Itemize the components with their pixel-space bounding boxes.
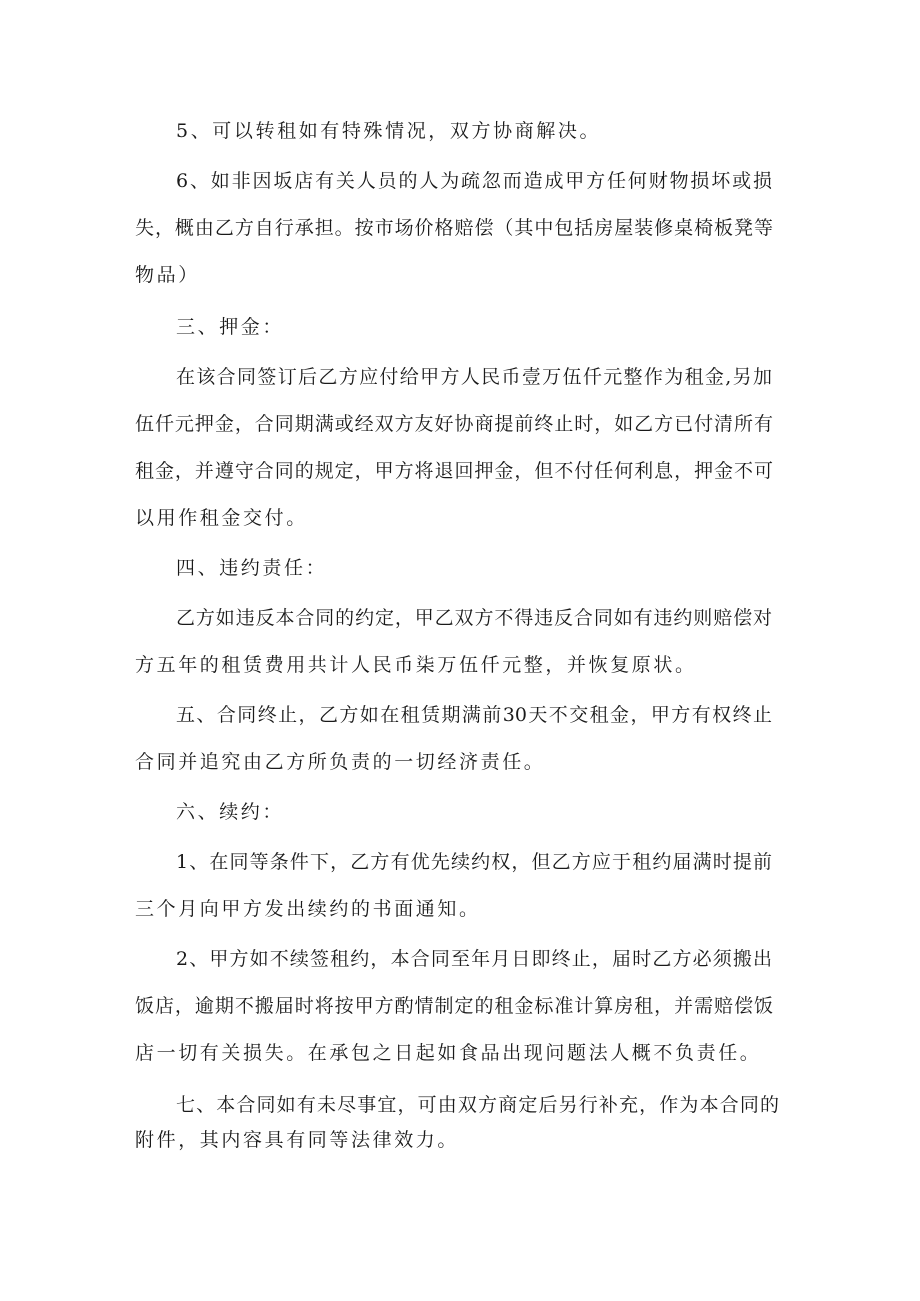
clause-5-sublet: 5、可以转租如有特殊情况，双方协商解决。 (176, 120, 602, 142)
deposit-line-2: 伍仟元押金，合同期满或经双方友好协商提前终止时，如乙方已付清所有 (135, 413, 773, 435)
breach-line-2: 方五年的租赁费用共计人民币柒万伍仟元整，并恢复原状。 (135, 654, 697, 676)
section-6-heading: 六、续约： (176, 801, 285, 823)
breach-line-1: 乙方如违反本合同的约定，甲乙双方不得违反合同如有违约则赔偿对 (176, 607, 772, 629)
deposit-line-4: 以用作租金交付。 (135, 507, 308, 529)
deposit-line-1: 在该合同签订后乙方应付给甲方人民币壹万伍仟元整作为租金,另加 (176, 366, 772, 388)
section-5-line-1: 五、合同终止，乙方如在租赁期满前30天不交租金，甲方有权终止 (176, 704, 772, 726)
section-7-line-2: 附件，其内容具有同等法律效力。 (135, 1129, 460, 1151)
renewal-1-line-1: 1、在同等条件下，乙方有优先续约权，但乙方应于租约届满时提前 (176, 851, 772, 873)
section-4-heading: 四、违约责任： (176, 557, 328, 579)
section-5-line-2: 合同并追究由乙方所负责的一切经济责任。 (135, 751, 546, 773)
section-3-heading: 三、押金： (176, 316, 285, 338)
renewal-2-line-2: 饭店，逾期不搬届时将按甲方酌情制定的租金标准计算房租，并需赔偿饭 (135, 995, 773, 1017)
renewal-2-line-1: 2、甲方如不续签租约，本合同至年月日即终止，届时乙方必须搬出 (176, 948, 772, 970)
clause-6-line-2: 失，概由乙方自行承担。按市场价格赔偿（其中包括房屋装修桌椅板凳等 (135, 217, 773, 239)
renewal-1-line-2: 三个月向甲方发出续约的书面通知。 (135, 898, 481, 920)
section-7-line-1: 七、本合同如有未尽事宜，可由双方商定后另行补充，作为本合同的 (176, 1094, 779, 1116)
deposit-line-3: 租金，并遵守合同的规定，甲方将退回押金，但不付任何利息，押金不可 (135, 460, 773, 482)
clause-6-line-3: 物品） (135, 264, 200, 286)
renewal-2-line-3: 店一切有关损失。在承包之日起如食品出现问题法人概不负责任。 (135, 1042, 762, 1064)
clause-6-line-1: 6、如非因坂店有关人员的人为疏忽而造成甲方任何财物损坏或损 (176, 170, 772, 192)
